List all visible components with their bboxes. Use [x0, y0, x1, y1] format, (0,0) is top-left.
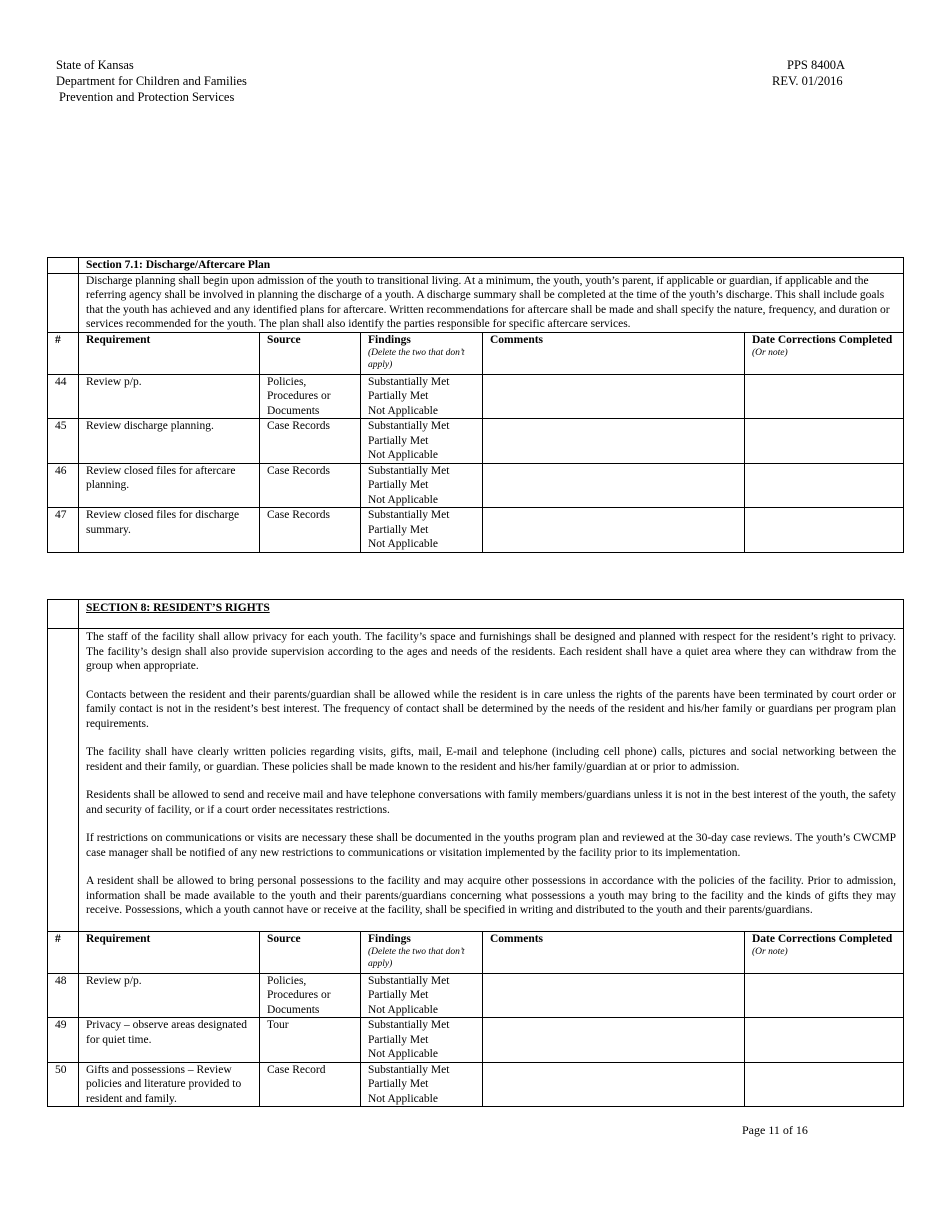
section-intro — [79, 629, 904, 932]
intro-paragraph: Contacts between the resident and their parents/guardian shall be allowed while the resident is in care unless the rights of the parents have been terminated by court order or family contact is not in the resident’s best interest. The frequency of contact shall be determined by the needs of the resident and his/her family or guardians per program plan requirements. — [86, 688, 897, 730]
col-date-header: Date Corrections Completed (Or note) — [745, 332, 904, 374]
row-requirement: Review p/p. — [79, 973, 260, 1018]
section-7-1-table — [47, 257, 904, 553]
table-row — [48, 374, 904, 419]
row-findings[interactable]: Substantially Met Partially Met Not Applicable — [361, 973, 483, 1018]
intro-paragraph: Residents shall be allowed to send and receive mail and have telephone conversations with family members/guardians unless it is not in the best interest of the youth, the safety and security of facility, or if a court order necessitates restrictions. — [86, 789, 897, 816]
table-row — [48, 463, 904, 508]
col-date-header: Date Corrections Completed (Or note) — [745, 931, 904, 973]
table-row — [48, 973, 904, 1018]
row-requirement: Review closed files for aftercare planning. — [79, 463, 260, 508]
section-8-table — [47, 599, 904, 1107]
col-source-header: Source — [260, 332, 361, 374]
intro-paragraph: A resident shall be allowed to bring personal possessions to the facility and may acquire other possessions in accordance with the policies of the facility. Prior to admission, information shall be made available to the youth and their parents/guardians concerning what possessions a youth may bring to the facility and the kinds of gifts they may receive. Possessions, which a youth cannot have or receive at the facility, shall be specified in writing and distributed to the youth and their parents/guardians. — [86, 875, 897, 916]
row-comments[interactable] — [483, 508, 745, 553]
row-comments[interactable] — [483, 463, 745, 508]
row-source: Tour — [260, 1018, 361, 1063]
row-findings[interactable]: Substantially Met Partially Met Not Applicable — [361, 508, 483, 553]
col-comments-header: Comments — [483, 332, 745, 374]
row-source: Case Records — [260, 463, 361, 508]
table-row — [48, 419, 904, 464]
form-number: PPS 8400A — [787, 58, 846, 72]
section-intro: Discharge planning shall begin upon admission of the youth to transitional living. At a minimum, the youth, youth’s parent, if applicable or guardian, if applicable and the referring agency shall be involved in planning the discharge of a youth. A discharge summary shall be completed at the time of the youth’s discharge. This shall include goals that the youth has achieved and any identified plans for aftercare. Written recommendations for aftercare shall be made and shall specify the nature, frequency, and duration or services recommended for the youth. The plan shall also identify the parties responsible for specific aftercare services. — [79, 273, 904, 332]
row-findings[interactable]: Substantially Met Partially Met Not Applicable — [361, 1018, 483, 1063]
row-date-corrections[interactable] — [745, 463, 904, 508]
col-num-header: # — [48, 931, 79, 973]
date-note: (Or note) — [752, 947, 788, 957]
row-date-corrections[interactable] — [745, 419, 904, 464]
intro-paragraph: If restrictions on communications or visits are necessary these shall be documented in the youths program plan and reviewed at the 30-day case reviews. The youth’s CWCMP case manager shall be notified of any new restrictions to communications or visitation implemented by the facility prior to its implementation. — [86, 832, 897, 859]
row-source: Case Records — [260, 419, 361, 464]
header-left — [56, 57, 247, 105]
row-date-corrections[interactable] — [745, 973, 904, 1018]
row-comments[interactable] — [483, 419, 745, 464]
row-requirement: Review closed files for discharge summary. — [79, 508, 260, 553]
row-requirement: Review discharge planning. — [79, 419, 260, 464]
col-requirement-header: Requirement — [79, 931, 260, 973]
date-note: (Or note) — [752, 348, 788, 358]
header-department: Department for Children and Families — [56, 74, 247, 88]
table-row — [48, 1018, 904, 1063]
row-requirement: Gifts and possessions – Review policies and literature provided to resident and family. — [79, 1062, 260, 1107]
row-source: Case Record — [260, 1062, 361, 1107]
table-row — [48, 1062, 904, 1107]
page-number: Page 11 of 16 — [742, 1123, 808, 1137]
row-number: 48 — [48, 973, 79, 1018]
header-state: State of Kansas — [56, 58, 134, 72]
revision-date: REV. 01/2016 — [772, 74, 843, 88]
row-number: 45 — [48, 419, 79, 464]
section-title: Section 7.1: Discharge/Aftercare Plan — [79, 258, 904, 274]
col-findings-header: Findings (Delete the two that don’t apply) — [361, 931, 483, 973]
col-requirement-header: Requirement — [79, 332, 260, 374]
row-date-corrections[interactable] — [745, 374, 904, 419]
header-right — [772, 57, 845, 89]
intro-paragraph: The staff of the facility shall allow privacy for each youth. The facility’s space and furnishings shall be designed and planned with respect for the resident’s right to privacy. The facility’s design shall also provide supervision according to the ages and needs of the residents. Each resident shall have a quiet area where they can withdraw from the group when appropriate. — [86, 631, 897, 672]
row-date-corrections[interactable] — [745, 508, 904, 553]
col-source-header: Source — [260, 931, 361, 973]
row-findings[interactable]: Substantially Met Partially Met Not Applicable — [361, 1062, 483, 1107]
intro-paragraph: The facility shall have clearly written policies regarding visits, gifts, mail, E-mail and telephone (including cell phone) calls, pictures and social networking between the resident and their family, or guardian. These policies shall be made known to the resident and his/her family/guardian at or prior to admission. — [86, 746, 897, 773]
table-row — [48, 508, 904, 553]
col-comments-header: Comments — [483, 931, 745, 973]
row-findings[interactable]: Substantially Met Partially Met Not Applicable — [361, 374, 483, 419]
row-number: 47 — [48, 508, 79, 553]
row-number: 46 — [48, 463, 79, 508]
row-source: Case Records — [260, 508, 361, 553]
findings-note: (Delete the two that don’t apply) — [368, 348, 465, 370]
col-findings-header: Findings (Delete the two that don’t apply) — [361, 332, 483, 374]
row-comments[interactable] — [483, 374, 745, 419]
row-date-corrections[interactable] — [745, 1018, 904, 1063]
col-num-header: # — [48, 332, 79, 374]
row-findings[interactable]: Substantially Met Partially Met Not Applicable — [361, 419, 483, 464]
row-requirement: Review p/p. — [79, 374, 260, 419]
row-source: Policies, Procedures or Documents — [260, 374, 361, 419]
row-comments[interactable] — [483, 973, 745, 1018]
row-number: 50 — [48, 1062, 79, 1107]
row-number: 44 — [48, 374, 79, 419]
row-date-corrections[interactable] — [745, 1062, 904, 1107]
section-title: SECTION 8: RESIDENT’S RIGHTS — [79, 600, 904, 629]
row-findings[interactable]: Substantially Met Partially Met Not Applicable — [361, 463, 483, 508]
row-comments[interactable] — [483, 1062, 745, 1107]
header-division: Prevention and Protection Services — [59, 90, 235, 104]
row-number: 49 — [48, 1018, 79, 1063]
row-requirement: Privacy – observe areas designated for quiet time. — [79, 1018, 260, 1063]
row-comments[interactable] — [483, 1018, 745, 1063]
row-source: Policies, Procedures or Documents — [260, 973, 361, 1018]
findings-note: (Delete the two that don’t apply) — [368, 947, 465, 969]
